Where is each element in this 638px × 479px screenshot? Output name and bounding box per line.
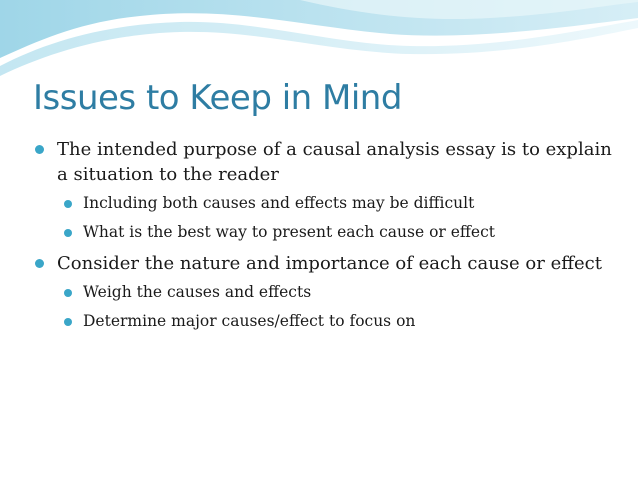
bullet-icon [64,318,72,326]
bullet-text: The intended purpose of a causal analysis essay is to explain a situation to the reader [57,139,612,185]
sub-bullet-item [35,307,615,336]
sub-bullet-text: Including both causes and effects may be difficult [83,194,475,212]
bullet-item [35,251,615,276]
sub-bullet-item [35,189,615,218]
slide-title: Issues to Keep in Mind [33,78,402,118]
bullet-icon [64,289,72,297]
bullet-list [35,137,615,336]
bullet-text: Consider the nature and importance of each cause or effect [57,253,602,274]
bullet-icon [64,229,72,237]
sub-bullet-text: Determine major causes/effect to focus on [83,312,416,330]
sub-bullet-item [35,278,615,307]
sub-bullet-text: Weigh the causes and effects [83,283,312,301]
bullet-icon [35,145,44,154]
sub-bullet-item [35,218,615,247]
bullet-item [35,137,615,187]
bullet-icon [35,259,44,268]
sub-bullet-text: What is the best way to present each cause or effect [83,223,496,241]
header-wave-decoration [0,0,638,80]
bullet-icon [64,200,72,208]
